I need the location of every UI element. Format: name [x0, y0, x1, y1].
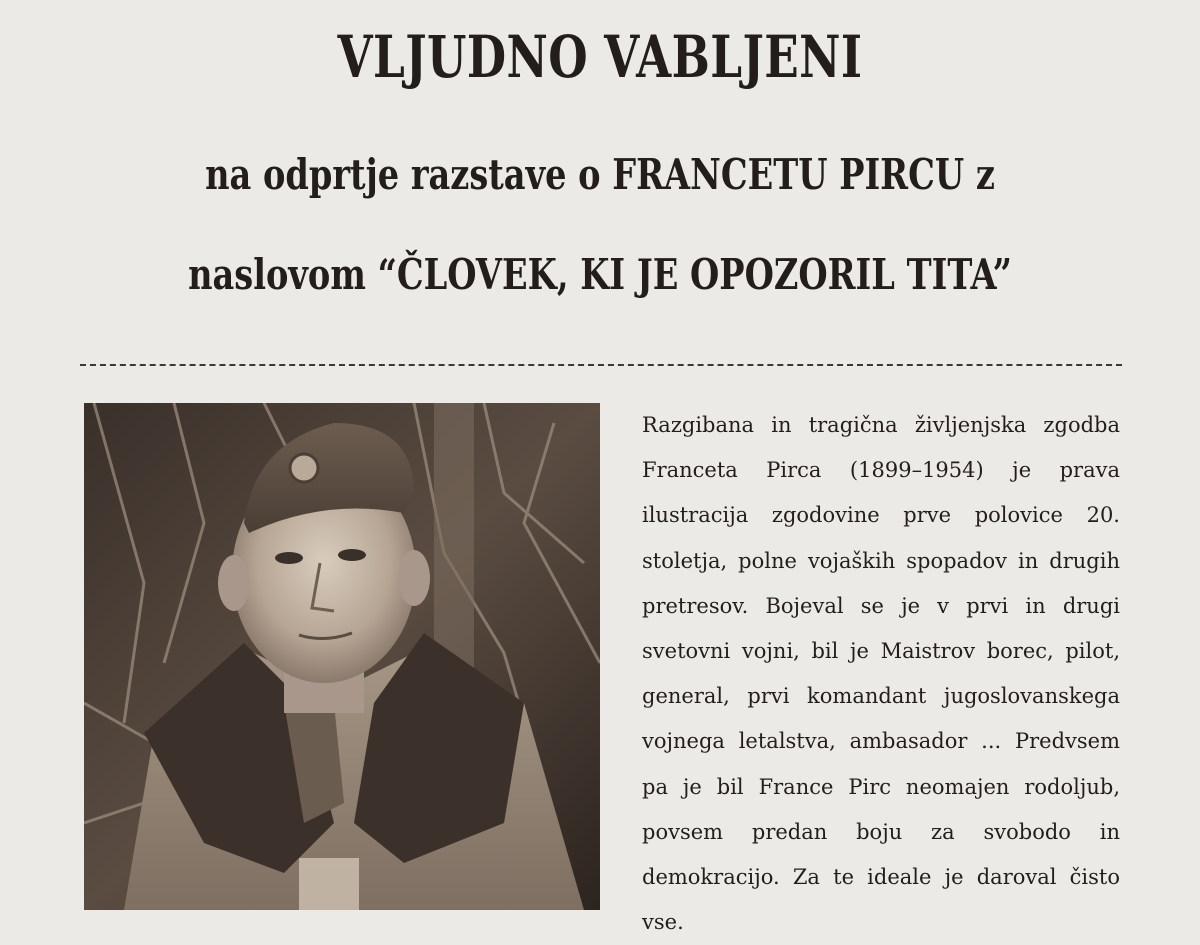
invitation-subtitle-line-2: naslovom “ČLOVEK, KI JE OPOZORIL TITA” — [188, 250, 1012, 299]
exhibition-description: Razgibana in tragična življenjska zgodba Franceta Pirca (1899–1954) je prava ilustracija zgodovine prve polovice 20. stoletja, polne vojaških spopadov in drugih pretresov. Bojeval se je v prvi in drugi svetovni vojni, bil je Maistrov borec, pilot, general, prvi komandant jugoslovanskega vojnega letalstva, ambasador ... Predvsem pa je bil France Pirc neomajen rodoljub, povsem predan boju za svobodo in demokracijo. Za te ideale je daroval čisto vse. — [642, 413, 1120, 935]
dashed-divider — [80, 364, 1122, 366]
portrait-photo — [84, 403, 600, 910]
portrait-photo-illustration — [84, 403, 600, 910]
invitation-headline: VLJUDNO VABLJENI — [337, 23, 863, 91]
invitation-subtitle-line-1: na odprtje razstave o FRANCETU PIRCU z — [205, 150, 995, 199]
